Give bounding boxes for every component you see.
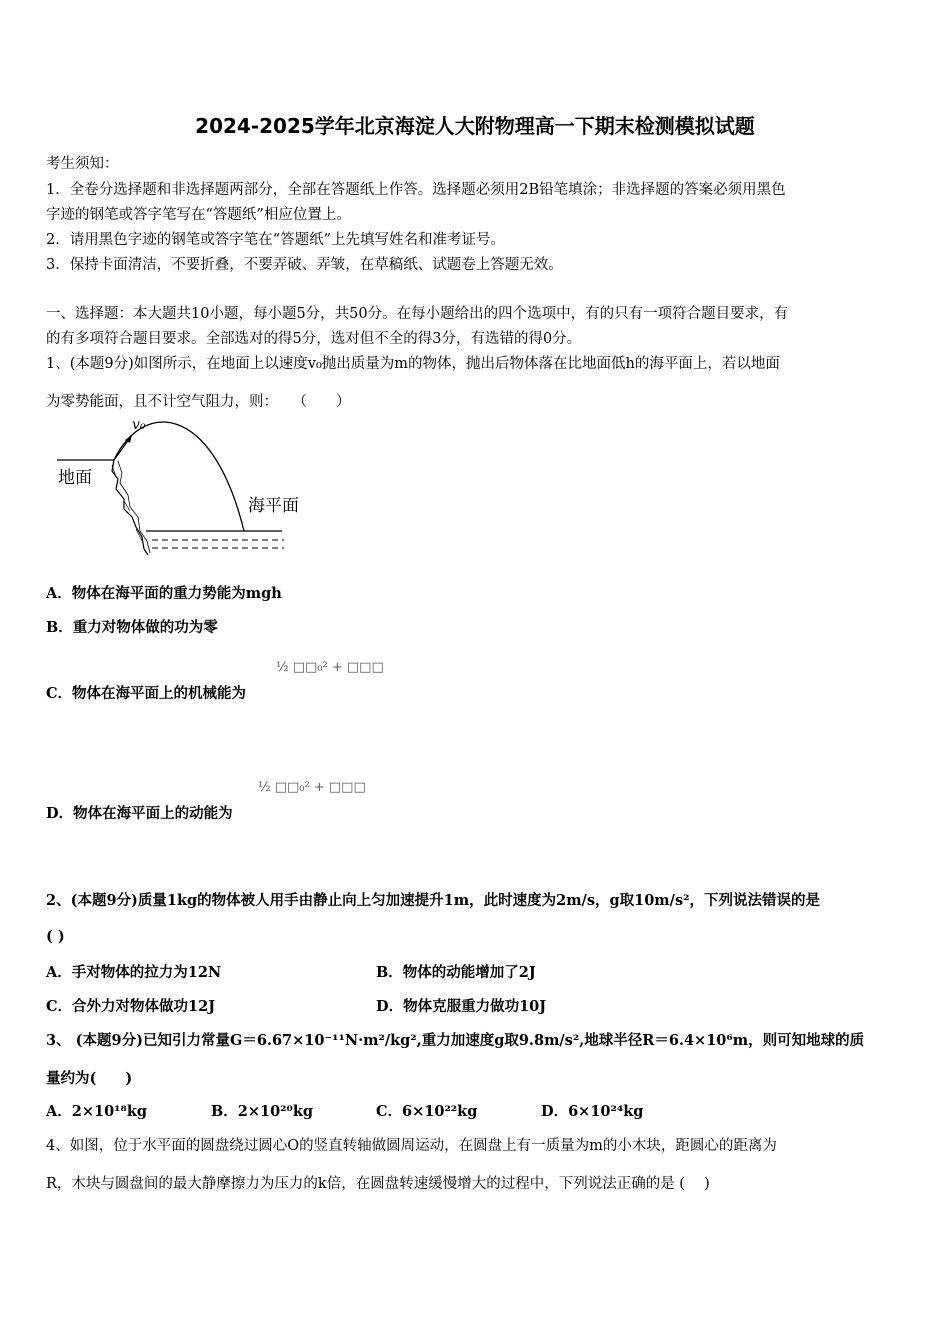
notice-item: 字迹的钢笔或答字笔写在“答题纸”相应位置上。: [46, 207, 351, 223]
q1-option-a: A．物体在海平面的重力势能为mgh: [46, 585, 282, 602]
notice-heading: 考生须知：: [46, 156, 119, 172]
q2-option-b: B．物体的动能增加了2J: [376, 964, 536, 981]
formula-image-d: ½ □□₀² + □□□: [258, 780, 366, 795]
q2-option-c: C．合外力对物体做功12J: [46, 998, 216, 1015]
question-2-stem: ( ): [46, 928, 65, 945]
q1-option-c: C．物体在海平面上的机械能为: [46, 685, 247, 702]
question-4-stem: 4、如图，位于水平面的圆盘绕过圆心O的竖直转轴做圆周运动，在圆盘上有一质量为m的小木块，距圆心的距离为: [46, 1138, 777, 1154]
page-title: 2024-2025学年北京海淀人大附物理高一下期末检测模拟试题: [195, 114, 755, 138]
question-1-stem: 1、(本题9分)如图所示，在地面上以速度v₀抛出质量为m的物体，抛出后物体落在比地面低h的海平面上，若以地面: [46, 356, 780, 372]
q1-option-b: B．重力对物体做的功为零: [46, 619, 218, 636]
q3-option-a: A．2×10¹⁸kg: [46, 1103, 148, 1120]
question-4-stem: R，木块与圆盘间的最大静摩擦力为压力的k倍，在圆盘转速缓慢增大的过程中，下列说法正确的是 ( ): [46, 1176, 710, 1192]
projectile-figure: [52, 413, 299, 558]
section-instructions: 的有多项符合题目要求。全部选对的得5分，选对但不全的得3分，有选错的得0分。: [46, 331, 582, 347]
q1-option-d: D．物体在海平面上的动能为: [46, 805, 233, 822]
q3-option-d: D．6×10²⁴kg: [541, 1103, 644, 1120]
v0-label: v₀: [132, 417, 146, 433]
notice-item: 3．保持卡面清洁，不要折叠，不要弄破、弄皱，在草稿纸、试题卷上答题无效。: [46, 257, 563, 273]
question-2-stem: 2、(本题9分)质量1kg的物体被人用手由静止向上匀加速提升1m，此时速度为2m/s，g取10m/s²，下列说法错误的是: [46, 892, 820, 909]
notice-item: 1．全卷分选择题和非选择题两部分，全部在答题纸上作答。选择题必须用2B铅笔填涂；非选择题的答案必须用黑色: [46, 182, 786, 198]
notice-item: 2．请用黑色字迹的钢笔或答字笔在“答题纸”上先填写姓名和准考证号。: [46, 232, 506, 248]
q3-option-b: B．2×10²⁰kg: [211, 1103, 314, 1120]
question-3-stem: 量约为( ): [46, 1070, 133, 1087]
sea-label: 海平面: [248, 496, 299, 516]
question-1-stem: 为零势能面，且不计空气阻力，则： （ ）: [46, 394, 351, 410]
section-instructions: 一、选择题：本大题共10小题，每小题5分，共50分。在每小题给出的四个选项中，有的只有一项符合题目要求，有: [46, 306, 789, 322]
q3-option-c: C．6×10²²kg: [376, 1103, 478, 1120]
formula-image-c: ½ □□₀² + □□□: [276, 660, 384, 675]
q2-option-a: A．手对物体的拉力为12N: [46, 964, 222, 981]
q2-option-d: D．物体克服重力做功10J: [376, 998, 547, 1015]
question-3-stem: 3、 (本题9分)已知引力常量G＝6.67×10⁻¹¹N·m²/kg²,重力加速度g取9.8m/s²,地球半径R＝6.4×10⁶m，则可知地球的质: [46, 1032, 865, 1049]
ground-label: 地面: [58, 468, 92, 488]
